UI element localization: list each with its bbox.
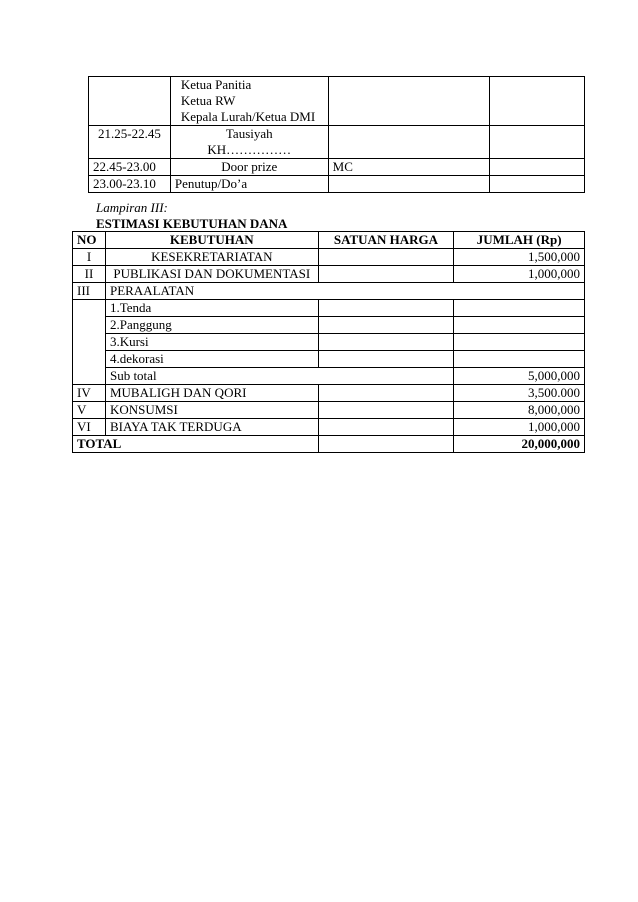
table-row: [73, 334, 585, 351]
row-amount: 3,500.000: [454, 385, 585, 402]
schedule-activity: Door prize: [170, 159, 328, 176]
row-no: I: [73, 249, 106, 266]
header-need: KEBUTUHAN: [105, 232, 318, 249]
activity-line: Ketua RW: [180, 93, 236, 108]
row-amount: 1,000,000: [454, 419, 585, 436]
total-amount: 20,000,000: [454, 436, 585, 453]
activity-line: Ketua Panitia: [180, 77, 252, 92]
table-header-row: [73, 232, 585, 249]
table-row: [73, 385, 585, 402]
attachment-label: Lampiran III:: [96, 200, 168, 215]
schedule-time: 23.00-23.10: [89, 176, 171, 193]
header-unit-price: SATUAN HARGA: [318, 232, 454, 249]
estimate-title: ESTIMASI KEBUTUHAN DANA: [96, 216, 288, 231]
schedule-extra: [490, 176, 585, 193]
row-need: MUBALIGH DAN QORI: [105, 385, 318, 402]
row-amount: [454, 300, 585, 317]
schedule-activity: [170, 126, 328, 159]
subtotal-label: Sub total: [105, 368, 453, 385]
table-row: [89, 126, 585, 159]
activity-line: Tausiyah: [225, 126, 273, 141]
row-unit-price: [318, 351, 454, 368]
row-need: PERAALATAN: [105, 283, 584, 300]
table-row: [73, 402, 585, 419]
schedule-time: 21.25-22.45: [89, 126, 171, 159]
row-unit-price: [318, 334, 454, 351]
row-no: V: [73, 402, 106, 419]
schedule-pic: [328, 77, 490, 126]
table-row: [73, 300, 585, 317]
estimate-table: [72, 231, 585, 453]
schedule-activity: [170, 77, 328, 126]
table-row: [89, 176, 585, 193]
row-need: KESEKRETARIATAN: [105, 249, 318, 266]
table-row: [89, 77, 585, 126]
table-row: [73, 266, 585, 283]
header-amount: JUMLAH (Rp): [454, 232, 585, 249]
table-row: [73, 249, 585, 266]
schedule-pic: MC: [328, 159, 490, 176]
subtotal-amount: 5,000,000: [454, 368, 585, 385]
row-unit-price: [318, 385, 454, 402]
table-row: [73, 283, 585, 300]
schedule-table: [88, 76, 585, 193]
table-row: [73, 317, 585, 334]
sub-item: 3.Kursi: [105, 334, 318, 351]
row-amount: 8,000,000: [454, 402, 585, 419]
row-unit-price: [318, 300, 454, 317]
row-need: KONSUMSI: [105, 402, 318, 419]
schedule-activity: Penutup/Do’a: [170, 176, 328, 193]
row-need: BIAYA TAK TERDUGA: [105, 419, 318, 436]
row-unit-price: [318, 317, 454, 334]
total-row: [73, 436, 585, 453]
schedule-extra: [490, 77, 585, 126]
table-row: [73, 351, 585, 368]
table-row: [89, 159, 585, 176]
sub-item: 2.Panggung: [105, 317, 318, 334]
total-unit-price: [318, 436, 454, 453]
table-row: [73, 419, 585, 436]
row-unit-price: [318, 266, 454, 283]
row-amount: [454, 317, 585, 334]
schedule-pic: [328, 126, 490, 159]
row-unit-price: [318, 402, 454, 419]
row-unit-price: [318, 249, 454, 266]
row-amount: 1,500,000: [454, 249, 585, 266]
row-amount: [454, 351, 585, 368]
header-no: NO: [73, 232, 106, 249]
row-amount: [454, 334, 585, 351]
schedule-time: [89, 77, 171, 126]
schedule-pic: [328, 176, 490, 193]
table-row: [73, 368, 585, 385]
total-label: TOTAL: [73, 436, 319, 453]
activity-line: Kepala Lurah/Ketua DMI: [180, 109, 316, 124]
row-no-blank: [73, 300, 106, 385]
sub-item: 4.dekorasi: [105, 351, 318, 368]
row-no: III: [73, 283, 106, 300]
schedule-time: 22.45-23.00: [89, 159, 171, 176]
row-no: VI: [73, 419, 106, 436]
row-unit-price: [318, 419, 454, 436]
row-need: PUBLIKASI DAN DOKUMENTASI: [105, 266, 318, 283]
row-no: IV: [73, 385, 106, 402]
sub-item: 1.Tenda: [105, 300, 318, 317]
schedule-extra: [490, 159, 585, 176]
row-no: II: [73, 266, 106, 283]
schedule-extra: [490, 126, 585, 159]
activity-line: KH……………: [207, 142, 292, 157]
row-amount: 1,000,000: [454, 266, 585, 283]
